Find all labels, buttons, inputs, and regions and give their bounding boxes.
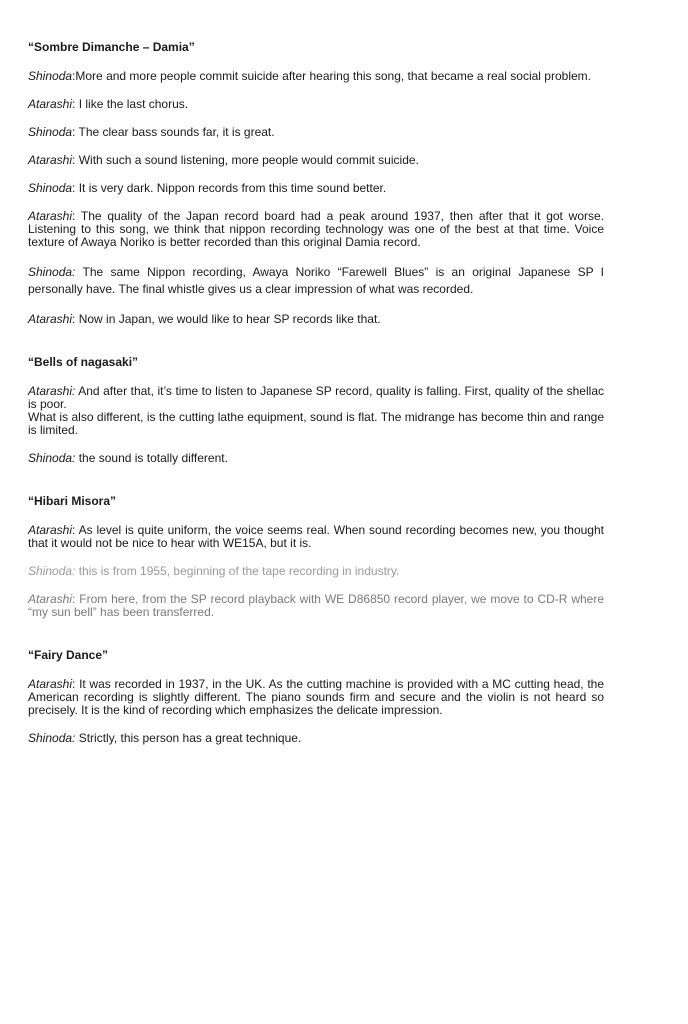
dialogue-paragraph [28, 452, 604, 465]
speaker-separator: : [72, 523, 79, 537]
dialogue-paragraph [28, 70, 604, 83]
dialogue-text: The quality of the Japan record board had a peak around 1937, then after that it got worse. Listening to this song, we think that nippon recording technology was one of the best at that time. Voice texture of Awaya Noriko is better recorded than this original Damia record. [28, 209, 604, 249]
dialogue-text: Strictly, this person has a great technique. [78, 731, 302, 745]
section-heading: “Bells of nagasaki” [28, 355, 139, 369]
section-hibari-misora [28, 494, 604, 619]
speaker-name: Shinoda [28, 125, 73, 139]
section-heading: “Sombre Dimanche – Damia” [28, 40, 195, 54]
dialogue-text: More and more people commit suicide after hearing this song, that became a real social problem. [75, 69, 591, 83]
dialogue-text: And after that, it’s time to listen to Japanese SP record, quality is falling. First, quality of the shellac is poor. [28, 384, 604, 411]
speaker-name: Shinoda [28, 69, 73, 83]
dialogue-text: It was recorded in 1937, in the UK. As the cutting machine is provided with a MC cutting head, the American recording is slightly different. The piano sounds firm and secure and the violin is not heard so precisely. It is the kind of recording which emphasizes the delicate impression. [28, 677, 604, 717]
dialogue-text: The same Nippon recording, Awaya Noriko “Farewell Blues” is an original Japanese SP I personally have. The final whistle gives us a clear impression of what was recorded. [28, 265, 605, 296]
speaker-name: Shinoda: [28, 451, 76, 465]
dialogue-text: As level is quite uniform, the voice seems real. When sound recording becomes new, you thought that it would not be nice to hear with WE15A, but it is. [28, 523, 604, 550]
section-heading: “Fairy Dance” [28, 648, 109, 662]
speaker-separator: : [72, 209, 81, 223]
dialogue-text: From here, from the SP record playback with WE D86850 record player, we move to CD-R where “my sun bell” has been transferred. [28, 592, 604, 619]
speaker-name: Atarashi [28, 523, 73, 537]
speaker-separator: : [72, 97, 79, 111]
dialogue-text-continued: What is also different, is the cutting lathe equipment, sound is flat. The midrange has become thin and range is limited. [28, 410, 604, 437]
speaker-name: Shinoda: [28, 731, 76, 745]
dialogue-paragraph [28, 385, 604, 437]
speaker-name: Atarashi [28, 97, 73, 111]
dialogue-paragraph [28, 126, 604, 139]
speaker-name: Atarashi [28, 592, 73, 606]
speaker-name: Atarashi [28, 153, 73, 167]
section-bells-of-nagasaki [28, 355, 604, 465]
speaker-separator: : [72, 677, 80, 691]
section-sombre-dimanche [28, 40, 604, 326]
dialogue-text: The clear bass sounds far, it is great. [78, 125, 275, 139]
dialogue-paragraph [28, 565, 604, 578]
speaker-name: Atarashi: [28, 384, 76, 398]
dialogue-paragraph [28, 154, 604, 167]
speaker-separator: : [72, 312, 79, 326]
dialogue-paragraph [28, 524, 604, 550]
speaker-separator: : [72, 592, 80, 606]
document-page [28, 40, 604, 760]
speaker-name: Atarashi [28, 677, 73, 691]
section-heading: “Hibari Misora” [28, 494, 117, 508]
dialogue-paragraph [28, 210, 604, 249]
speaker-separator: : [72, 125, 79, 139]
dialogue-paragraph [28, 98, 604, 111]
dialogue-text: With such a sound listening, more people would commit suicide. [78, 153, 419, 167]
speaker-name: Shinoda: [28, 564, 76, 578]
dialogue-text: It is very dark. Nippon records from this time sound better. [78, 181, 387, 195]
dialogue-paragraph [28, 678, 604, 717]
speaker-name: Atarashi [28, 209, 73, 223]
dialogue-paragraph [28, 732, 604, 745]
speaker-separator: : [72, 181, 79, 195]
dialogue-text: Now in Japan, we would like to hear SP records like that. [78, 312, 381, 326]
dialogue-paragraph [28, 182, 604, 195]
speaker-separator: : [72, 69, 76, 83]
dialogue-text: I like the last chorus. [78, 97, 189, 111]
dialogue-paragraph [28, 313, 604, 326]
dialogue-text: this is from 1955, beginning of the tape recording in industry. [78, 564, 400, 578]
dialogue-text: the sound is totally different. [78, 451, 228, 465]
section-fairy-dance [28, 648, 604, 745]
speaker-name: Atarashi [28, 312, 73, 326]
speaker-name: Shinoda [28, 181, 73, 195]
speaker-separator: : [72, 153, 79, 167]
speaker-name: Shinoda: [28, 265, 76, 279]
dialogue-paragraph [28, 264, 604, 298]
dialogue-paragraph [28, 593, 604, 619]
